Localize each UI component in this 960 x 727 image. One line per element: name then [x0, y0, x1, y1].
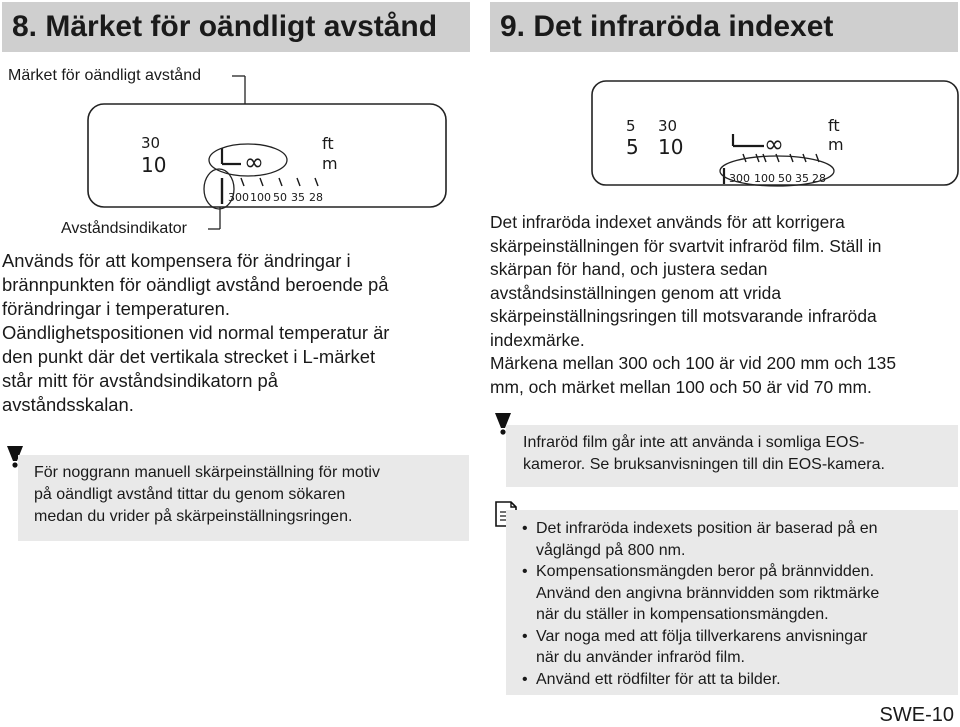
right-infinity-symbol: ∞	[764, 130, 784, 158]
right-body	[490, 211, 958, 399]
left-body-line: förändringar i temperaturen.	[2, 298, 230, 319]
left-body-line: brännpunkten för oändligt avstånd beroende på	[2, 274, 389, 295]
note-line: • Var noga med att följa tillverkarens anvisningar	[536, 627, 868, 645]
left-ft-unit: ft	[322, 134, 334, 153]
left-body-line: den punkt där det vertikala strecket i L-märket	[2, 346, 376, 367]
distance-indicator-callout-label: Avståndsindikator	[61, 220, 187, 237]
note-line: när du ställer in kompensationsmängden.	[536, 606, 829, 623]
right-caution-line: kameror. Se bruksanvisningen till din EOS-kamera.	[523, 456, 885, 473]
right-caution-text	[523, 432, 955, 476]
left-infinity-symbol: ∞	[244, 148, 264, 176]
right-body-line: Det infraröda indexet används för att korrigera	[490, 212, 845, 232]
note-item	[522, 561, 954, 626]
right-partial-ft: 5	[626, 117, 636, 135]
left-mark-28: 28	[309, 191, 323, 204]
right-m-value: 10	[658, 135, 684, 159]
right-m-unit: m	[828, 135, 844, 154]
right-ft-value: 30	[658, 117, 678, 135]
right-body-line: avståndsinställningen genom att vrida	[490, 282, 781, 303]
page-number: SWE-10	[879, 704, 954, 726]
right-partial-m: 5	[626, 135, 639, 159]
left-ft-value: 30	[141, 134, 161, 152]
right-caution-line: Infraröd film går inte att använda i somliga EOS-	[523, 434, 865, 451]
left-body	[2, 249, 472, 417]
right-body-line: skärpeinställningsringen till motsvarande infraröda	[490, 306, 877, 326]
right-heading: 9. Det infraröda indexet	[490, 2, 958, 52]
note-item	[522, 626, 954, 669]
left-body-line: Används för att kompensera för ändringar i	[2, 250, 351, 271]
left-caution-text	[34, 462, 464, 528]
note-line: våglängd på 800 nm.	[536, 541, 686, 559]
left-mark-50: 50	[273, 191, 287, 204]
right-body-line: mm, och märket mellan 100 och 50 är vid 70 mm.	[490, 376, 872, 397]
left-mark-300: 300	[228, 191, 249, 204]
right-mark-100: 100	[754, 172, 775, 185]
right-mark-50: 50	[778, 172, 792, 185]
left-m-value: 10	[141, 153, 167, 177]
note-item	[522, 518, 954, 561]
right-body-line: Märkena mellan 300 och 100 är vid 200 mm och 135	[490, 353, 897, 373]
right-body-line: indexmärke.	[490, 329, 585, 350]
right-body-line: skärpeinställningen för svartvit infraröd film. Ställ in	[490, 235, 882, 256]
left-m-unit: m	[322, 154, 338, 173]
left-mark-35: 35	[291, 191, 305, 204]
left-body-line: avståndsskalan.	[2, 394, 134, 415]
right-body-line: skärpan för hand, och justera sedan	[490, 259, 768, 279]
left-caution-line: på oändligt avstånd tittar du genom sökaren	[34, 486, 346, 503]
note-line: • Det infraröda indexets position är baserad på en	[536, 520, 878, 537]
left-body-line: Oändlighetspositionen vid normal temperatur är	[2, 322, 390, 343]
left-body-line: står mitt för avståndsindikatorn på	[2, 370, 278, 391]
left-heading: 8. Märket för oändligt avstånd	[2, 2, 470, 52]
right-mark-28: 28	[812, 172, 826, 185]
infinity-mark-callout-label: Märket för oändligt avstånd	[8, 67, 201, 84]
notes-list	[522, 518, 954, 690]
left-mark-100: 100	[250, 191, 271, 204]
note-item	[522, 669, 954, 691]
right-mark-300: 300	[729, 172, 750, 185]
right-scale-diagram	[588, 78, 960, 190]
note-line: Använd den angivna brännvidden som riktmärke	[536, 584, 880, 602]
note-line: • Använd ett rödfilter för att ta bilder.	[536, 670, 781, 688]
note-line: när du använder infraröd film.	[536, 649, 745, 666]
left-caution-line: medan du vrider på skärpeinställningsringen.	[34, 508, 353, 525]
right-ft-unit: ft	[828, 116, 840, 135]
right-mark-35: 35	[795, 172, 809, 185]
note-line: • Kompensationsmängden beror på brännvidden.	[536, 563, 875, 580]
left-caution-line: För noggrann manuell skärpeinställning för motiv	[34, 464, 380, 481]
left-scale-diagram	[0, 60, 480, 240]
